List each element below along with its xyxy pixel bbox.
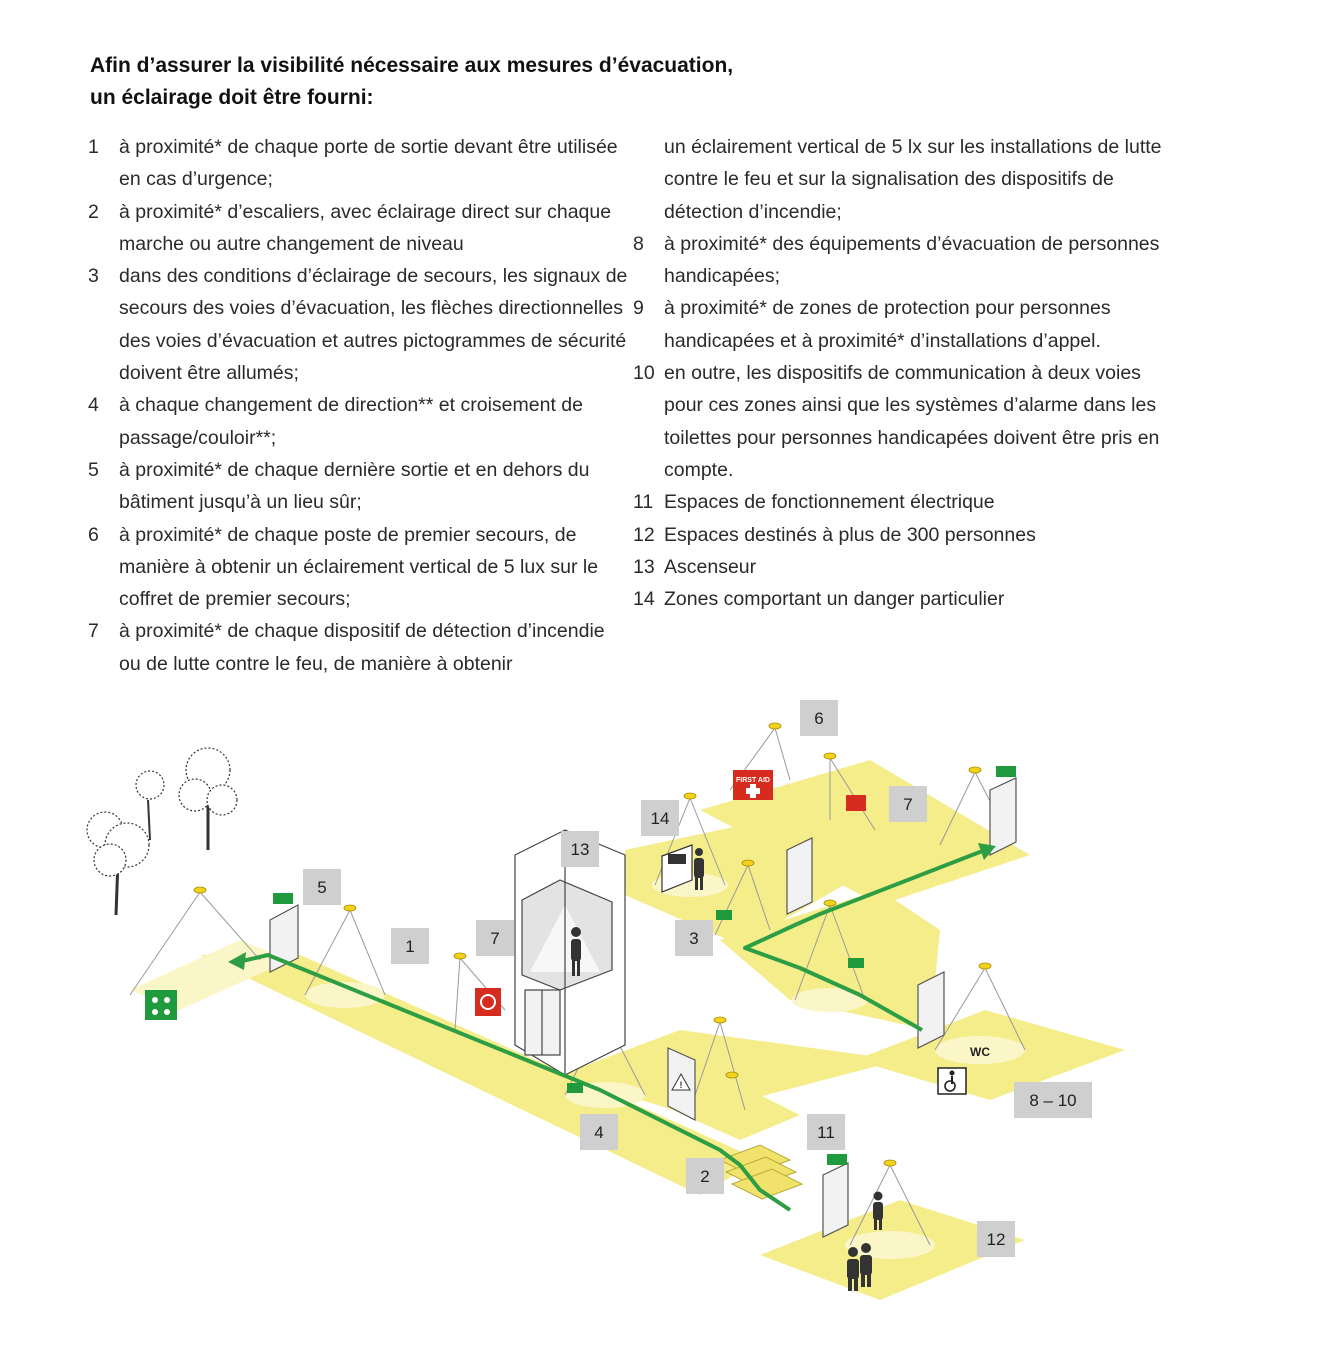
item-number: 2 — [88, 200, 99, 223]
room-door — [990, 778, 1016, 855]
list-item — [88, 389, 628, 454]
list-item — [633, 131, 1173, 228]
requirements-left-column — [88, 131, 628, 680]
exit-sign-icon — [996, 766, 1016, 777]
lamp-icon — [969, 767, 981, 773]
svg-text:4: 4 — [594, 1123, 604, 1142]
svg-text:5: 5 — [317, 878, 327, 897]
item-number: 5 — [88, 458, 99, 481]
item-number: 7 — [88, 620, 99, 643]
item-number: 3 — [88, 265, 99, 288]
assembly-point-icon — [145, 990, 177, 1020]
label-11 — [807, 1114, 845, 1150]
item-text: dans des conditions d’éclairage de secours, les signaux de secours des voies d’évacuation, les flèches directionnelles des voies d’évacuation et autres pictogrammes de sécurité doivent être allumés; — [119, 265, 628, 385]
lamp-icon — [194, 887, 206, 893]
label-4 — [580, 1114, 618, 1150]
svg-text:3: 3 — [689, 929, 699, 948]
lamp-icon — [726, 1072, 738, 1078]
list-item — [88, 196, 628, 261]
diagram-labels — [303, 700, 1092, 1257]
svg-text:7: 7 — [903, 795, 913, 814]
list-item — [88, 260, 628, 389]
svg-text:14: 14 — [650, 809, 670, 828]
lamp-icon — [684, 793, 696, 799]
item-text: à proximité* des équipements d’évacuation de personnes handicapées; — [664, 232, 1160, 288]
item-text: Zones comportant un danger particulier — [664, 588, 1005, 611]
heading-line-1: Afin d’assurer la visibilité nécessaire aux mesures d’évacuation, — [90, 54, 734, 77]
item-text: Ascenseur — [664, 555, 757, 578]
item-text: en outre, les dispositifs de communication à deux voies pour ces zones ainsi que les systèmes d’alarme dans les toilettes pour personnes handicapées doivent être pris en compte. — [664, 362, 1160, 481]
lamp-icon — [714, 1017, 726, 1023]
svg-text:6: 6 — [814, 709, 824, 728]
list-item — [88, 454, 628, 519]
svg-text:12: 12 — [986, 1230, 1006, 1249]
label-13 — [561, 831, 599, 867]
item-text: à proximité* de chaque dernière sortie et en dehors du bâtiment jusqu’à un lieu sûr; — [119, 458, 590, 514]
lamp-icon — [979, 963, 991, 969]
trees-illustration — [87, 748, 237, 915]
item-text: à proximité* de zones de protection pour personnes handicapées et à proximité* d’installations d’appel. — [664, 297, 1111, 352]
item-text: Espaces de fonctionnement électrique — [664, 491, 995, 514]
tree-icon — [179, 748, 237, 850]
lamp-icon — [824, 753, 836, 759]
label-7-fire-alarm — [889, 786, 927, 822]
item-text: à proximité* d’escaliers, avec éclairage direct sur chaque marche ou autre changement de niveau — [119, 200, 612, 255]
item-text: Espaces destinés à plus de 300 personnes — [664, 523, 1036, 546]
label-6 — [800, 700, 838, 736]
item-number: 10 — [633, 362, 655, 385]
item-text: un éclairement vertical de 5 lx sur les installations de lutte contre le feu et sur la signalisation des dispositifs de détection d’incendie; — [664, 136, 1162, 223]
list-item — [633, 292, 1173, 357]
svg-text:7: 7 — [490, 929, 500, 948]
exit-sign-icon — [848, 958, 864, 968]
svg-text:2: 2 — [700, 1167, 710, 1186]
svg-text:1: 1 — [405, 937, 415, 956]
list-item — [88, 615, 628, 680]
item-text: à proximité* de chaque porte de sortie devant être utilisée en cas d’urgence; — [119, 136, 618, 191]
item-number: 11 — [633, 491, 654, 514]
wheelchair-icon — [938, 1068, 966, 1094]
svg-text:11: 11 — [817, 1123, 835, 1142]
label-8-10 — [1014, 1082, 1092, 1118]
list-item — [633, 583, 1173, 615]
fire-extinguisher-sign-icon — [475, 988, 501, 1016]
list-item — [633, 551, 1173, 583]
item-number: 6 — [88, 523, 99, 546]
lamp-icon — [742, 860, 754, 866]
assembly-room-door — [823, 1163, 848, 1237]
evacuation-lighting-diagram — [0, 690, 1334, 1368]
exit-sign-icon — [716, 910, 732, 920]
list-item — [633, 228, 1173, 293]
room-door — [787, 838, 812, 914]
item-number: 14 — [633, 588, 655, 611]
svg-text:8 – 10: 8 – 10 — [1029, 1091, 1077, 1110]
heading-line-2: un éclairage doit être fourni: — [90, 86, 374, 109]
list-item — [88, 131, 628, 196]
label-12 — [977, 1221, 1015, 1257]
lamp-icon — [884, 1160, 896, 1166]
label-5 — [303, 869, 341, 905]
heading — [90, 50, 850, 114]
item-text: à proximité* de chaque dispositif de détection d’incendie ou de lutte contre le feu, de manière à obtenir — [119, 620, 605, 675]
label-2 — [686, 1158, 724, 1194]
light-pool — [845, 1231, 935, 1259]
item-text: à chaque changement de direction** et croisement de passage/couloir**; — [119, 394, 583, 449]
list-item — [633, 486, 1173, 518]
first-aid-label: FIRST AID — [736, 777, 770, 784]
label-1 — [391, 928, 429, 964]
floor-plan — [130, 760, 1125, 1300]
svg-text:!: ! — [679, 1080, 683, 1090]
item-number: 9 — [633, 297, 644, 320]
exit-sign-icon — [567, 1083, 583, 1093]
wc-door — [918, 972, 944, 1048]
item-number: 8 — [633, 232, 644, 255]
label-7-fire-extinguisher — [476, 920, 514, 956]
list-item — [88, 519, 628, 616]
item-number: 1 — [88, 136, 99, 158]
exit-sign-icon — [827, 1154, 847, 1165]
lamp-icon — [769, 723, 781, 729]
svg-text:13: 13 — [570, 840, 590, 859]
item-number: 4 — [88, 394, 99, 417]
lamp-icon — [824, 900, 836, 906]
item-number: 12 — [633, 523, 655, 546]
item-number: 13 — [633, 555, 655, 578]
exit-sign-icon — [273, 893, 293, 904]
lamp-icon — [344, 905, 356, 911]
list-item — [633, 519, 1173, 551]
fire-alarm-sign-icon — [846, 795, 866, 811]
wc-sign: WC — [970, 1045, 990, 1059]
requirements-right-column — [633, 131, 1173, 615]
lamp-icon — [454, 953, 466, 959]
label-3 — [675, 920, 713, 956]
label-14 — [641, 800, 679, 836]
item-text: à proximité* de chaque poste de premier secours, de manière à obtenir un éclairement vertical de 5 lux sur le coffret de premier secours; — [119, 523, 599, 611]
tree-icon — [87, 812, 149, 915]
list-item — [633, 357, 1173, 486]
